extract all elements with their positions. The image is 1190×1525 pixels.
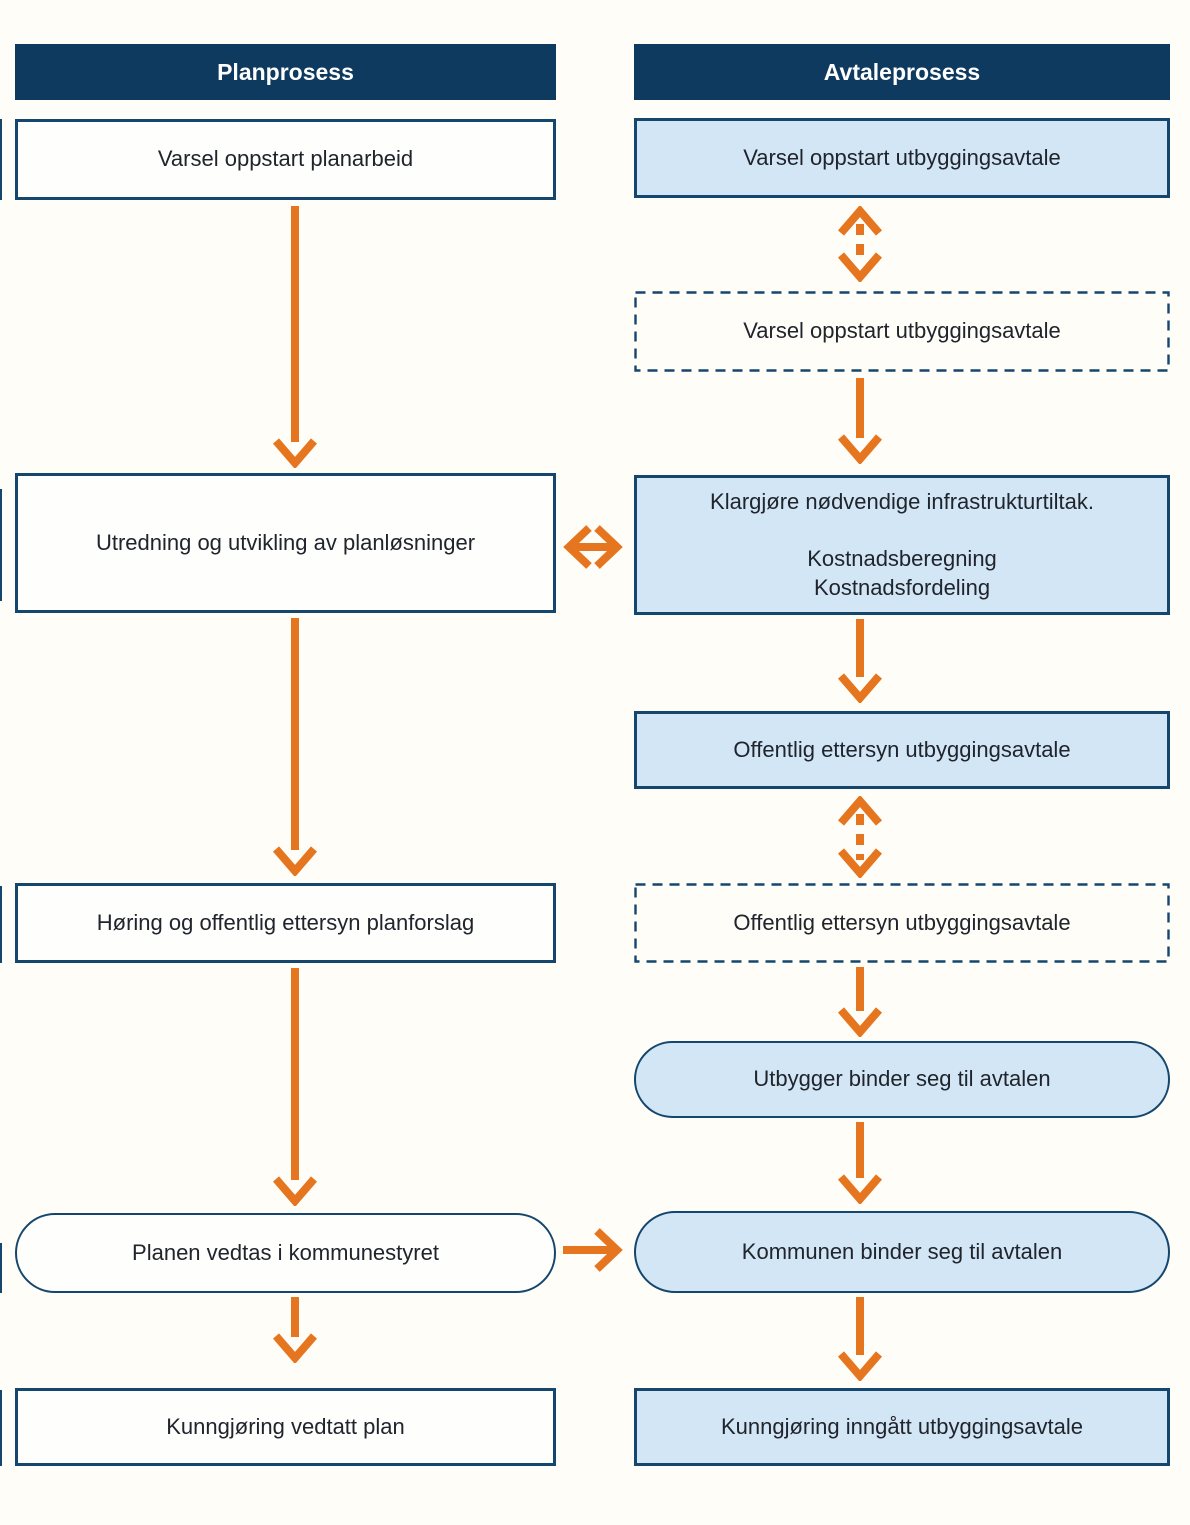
node-label: Kunngjøring vedtatt plan (166, 1413, 405, 1439)
down-arrow-icon (836, 1297, 884, 1381)
left-edge-artifact (0, 1390, 2, 1466)
node-varsel-oppstart-planarbeid (15, 119, 556, 200)
node-planen-vedtas-i-kommunestyret (15, 1213, 556, 1293)
down-arrow-icon (271, 206, 319, 468)
left-edge-artifact (0, 119, 2, 200)
down-arrow-icon (836, 1122, 884, 1204)
down-arrow-icon (836, 378, 884, 464)
down-arrow-icon (271, 618, 319, 876)
node-label: Høring og offentlig ettersyn planforslag (96, 909, 475, 935)
node-varsel-oppstart-utbyggingsavtale (634, 118, 1170, 198)
right-arrow-icon (561, 1226, 625, 1274)
node-klargjore-infrastrukturtiltak (634, 475, 1170, 615)
node-label: Utbygger binder seg til avtalen (753, 1066, 1051, 1092)
dashed-border (634, 883, 1170, 963)
node-label: Kunngjøring inngått utbyggingsavtale (720, 1413, 1084, 1439)
node-utredning-og-utvikling (15, 473, 556, 613)
plan-column-header (15, 44, 556, 100)
node-kunngjoring-inngatt-utbyggingsavtale (634, 1388, 1170, 1466)
avtale-column-header-label: Avtaleprosess (823, 58, 981, 85)
dashed-double-vertical-arrow-icon (836, 206, 884, 282)
left-edge-artifact (0, 1243, 2, 1293)
left-right-double-arrow-icon (561, 523, 625, 571)
avtale-column-header (634, 44, 1170, 100)
node-offentlig-ettersyn-utbyggingsavtale-dashed (634, 883, 1170, 963)
left-edge-artifact (0, 886, 2, 963)
node-kommunen-binder-seg (634, 1211, 1170, 1293)
node-horing-offentlig-ettersyn-planforslag (15, 883, 556, 963)
node-label-line2: Kostnadsberegning (807, 546, 997, 572)
node-label: Planen vedtas i kommunestyret (132, 1239, 439, 1265)
node-label-line3: Kostnadsfordeling (813, 574, 991, 600)
node-label: Varsel oppstart planarbeid (157, 146, 414, 172)
down-arrow-icon (836, 967, 884, 1037)
plan-column-header-label: Planprosess (217, 58, 354, 85)
node-label: Offentlig ettersyn utbyggingsavtale (733, 736, 1071, 762)
node-label-line1: Klargjøre nødvendige infrastrukturtiltak. (710, 488, 1094, 514)
node-label: Varsel oppstart utbyggingsavtale (743, 144, 1061, 170)
down-arrow-icon (271, 968, 319, 1206)
node-label: Offentlig ettersyn utbyggingsavtale (733, 909, 1071, 935)
node-label: Varsel oppstart utbyggingsavtale (743, 318, 1061, 344)
node-varsel-oppstart-utbyggingsavtale-dashed (634, 291, 1170, 372)
node-label: Utredning og utvikling av planløsninger (95, 529, 476, 555)
node-label: Kommunen binder seg til avtalen (741, 1238, 1063, 1264)
node-offentlig-ettersyn-utbyggingsavtale (634, 711, 1170, 789)
dashed-border (634, 291, 1170, 372)
down-arrow-icon (836, 619, 884, 703)
node-kunngjoring-vedtatt-plan (15, 1388, 556, 1466)
dashed-double-vertical-arrow-icon (836, 796, 884, 878)
down-arrow-icon (271, 1297, 319, 1363)
left-edge-artifact (0, 489, 2, 601)
node-utbygger-binder-seg (634, 1041, 1170, 1118)
